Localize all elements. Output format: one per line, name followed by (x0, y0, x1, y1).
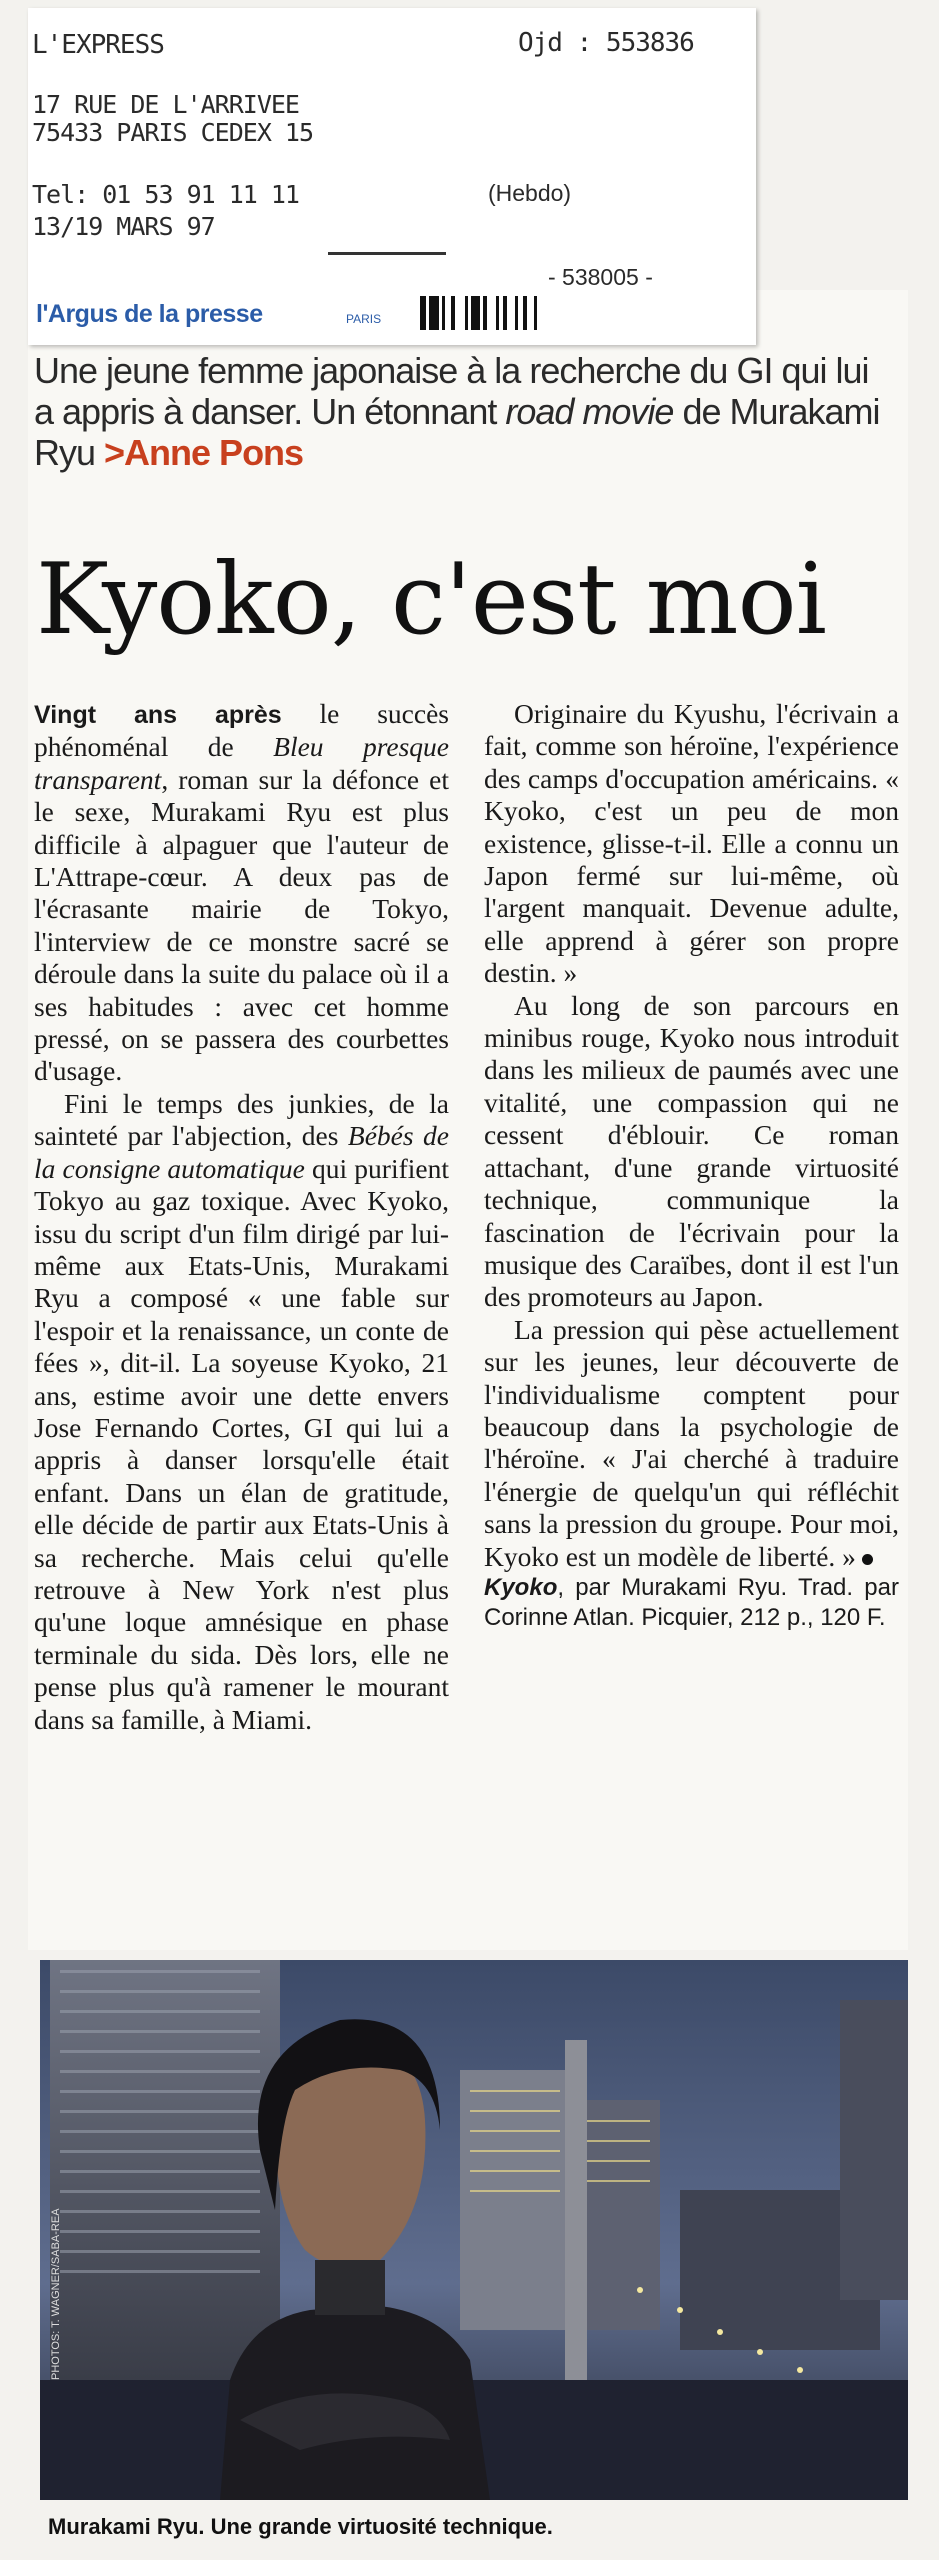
label-period: (Hebdo) (488, 180, 572, 206)
book-details: , par Murakami Ryu. Trad. par Corinne Atlan. Picquier, 212 p., 120 F. (484, 1573, 899, 1631)
argus-logo: l'Argus de la presse (36, 300, 263, 328)
barcode-bar (471, 296, 480, 330)
press-clipping-label (28, 8, 756, 345)
label-city: PARIS (346, 312, 382, 326)
barcode-bar (429, 296, 439, 330)
paragraph: Originaire du Kyushu, l'écrivain a fait, comme son héroïne, l'expérience des camps d'occupation américains. « Kyoko, c'est un peu de mon existence, glisse-t-il. Elle a connu un Japon fermé sur lui-même, où l'argent manquait. Devenue adulte, elle apprend à gérer son propre destin. » (484, 698, 899, 989)
article-headline: Kyoko, c'est moi (36, 543, 826, 657)
label-address-line2: 75433 PARIS CEDEX 15 (32, 118, 314, 147)
book-title: Kyoko (484, 1573, 558, 1601)
article-author: >Anne Pons (104, 432, 304, 473)
paragraph: Au long de son parcours en minibus rouge, Kyoko nous introduit dans les milieux de paumés avec une vitalité, une compassion qui ne cessent d'éblouir. Ce roman attachant, d'une grande virtuosité technique, communique la fascination de l'écrivain pour la musique des Caraïbes, dont il est l'un des promoteurs au Japon. (484, 989, 899, 1313)
label-reference: - 538005 - (548, 264, 653, 290)
barcode-bar (507, 296, 515, 330)
label-ojd: Ojd : 553836 (518, 28, 694, 58)
paragraph-italic: Bleu presque transparent (34, 731, 449, 795)
photo-caption: Murakami Ryu. Une grande virtuosité technique. (40, 2503, 908, 2551)
deck-text: Une jeune femme japonaise à la recherche du GI qui lui a appris à danser. Un étonnant (34, 350, 869, 432)
book-credit (484, 1573, 899, 1633)
photo-credit: PHOTOS: T. WAGNER/SABA-REA (50, 2208, 62, 2380)
paragraph (34, 1088, 449, 1736)
paragraph-italic: Bébés de la consigne automatique (34, 1120, 449, 1184)
label-telephone: Tel: 01 53 91 11 11 (32, 180, 299, 209)
article-left-column (34, 698, 449, 1736)
barcode-icon (420, 296, 541, 330)
end-bullet-icon (862, 1554, 873, 1565)
paragraph (34, 698, 449, 1088)
paragraph-tail: , roman sur la défonce et le sexe, Murakami Ryu est plus difficile à alpaguer que l'auteur de L'Attrape-cœur. A deux pas de l'écrasante mairie de Tokyo, l'interview de ce monstre sacré se déroule dans la suite du palace où il a ses habitudes : avec cet homme pressé, on se passera des courbettes d'usage. (34, 763, 449, 1087)
label-address-line1: 17 RUE DE L'ARRIVEE (32, 90, 299, 119)
article-deck (34, 350, 894, 473)
deck-tail: de Murakami Ryu (34, 391, 880, 473)
barcode-bar (537, 296, 541, 330)
article-right-column (484, 698, 899, 1633)
paragraph-tail: qui purifient Tokyo au gaz toxique. Avec Kyoko, issu du script d'un film dirigé par lui-même aux Etats-Unis, Murakami Ryu a composé « une fable sur l'espoir et la renaissance, un conte de fées », dit-il. La soyeuse Kyoko, 21 ans, estime avoir une dette envers Jose Fernando Cortes, GI qui lui a appris à danser lorsqu'elle était enfant. Dans un élan de gratitude, elle décide de partir aux Etats-Unis à sa recherche. Mais celui qu'elle retrouve à New York n'est plus qu'une loque amnésique en phase terminale du sida. Dès lors, elle ne pense plus qu'à ramener le mourant dans sa famille, à Miami. (34, 1152, 449, 1735)
paragraph-text: La pression qui pèse actuellement sur les jeunes, leur découverte de l'individualisme comptent pour beaucoup dans la psychologie de l'héroïne. « J'ai cherché à traduire l'énergie de quelqu'un qui réfléchit sans la pression du groupe. Pour moi, Kyoko est un modèle de liberté. » (484, 1313, 899, 1572)
night-city-portrait-image (40, 1960, 908, 2500)
barcode-bar (527, 296, 534, 330)
paragraph-lead: Vingt ans après (34, 701, 282, 729)
paragraph (484, 1314, 899, 1573)
label-publication: L'EXPRESS (32, 30, 164, 60)
barcode-bar (487, 296, 496, 330)
paragraph-text: le succès phénoménal de (34, 698, 449, 763)
label-divider (328, 252, 446, 255)
barcode-bar (455, 296, 465, 330)
author-photo (40, 1960, 908, 2500)
paragraph-text: Fini le temps des junkies, de la sainteté par l'abjection, des (34, 1087, 449, 1152)
label-date: 13/19 MARS 97 (32, 212, 215, 241)
deck-italic: road movie (505, 391, 674, 432)
